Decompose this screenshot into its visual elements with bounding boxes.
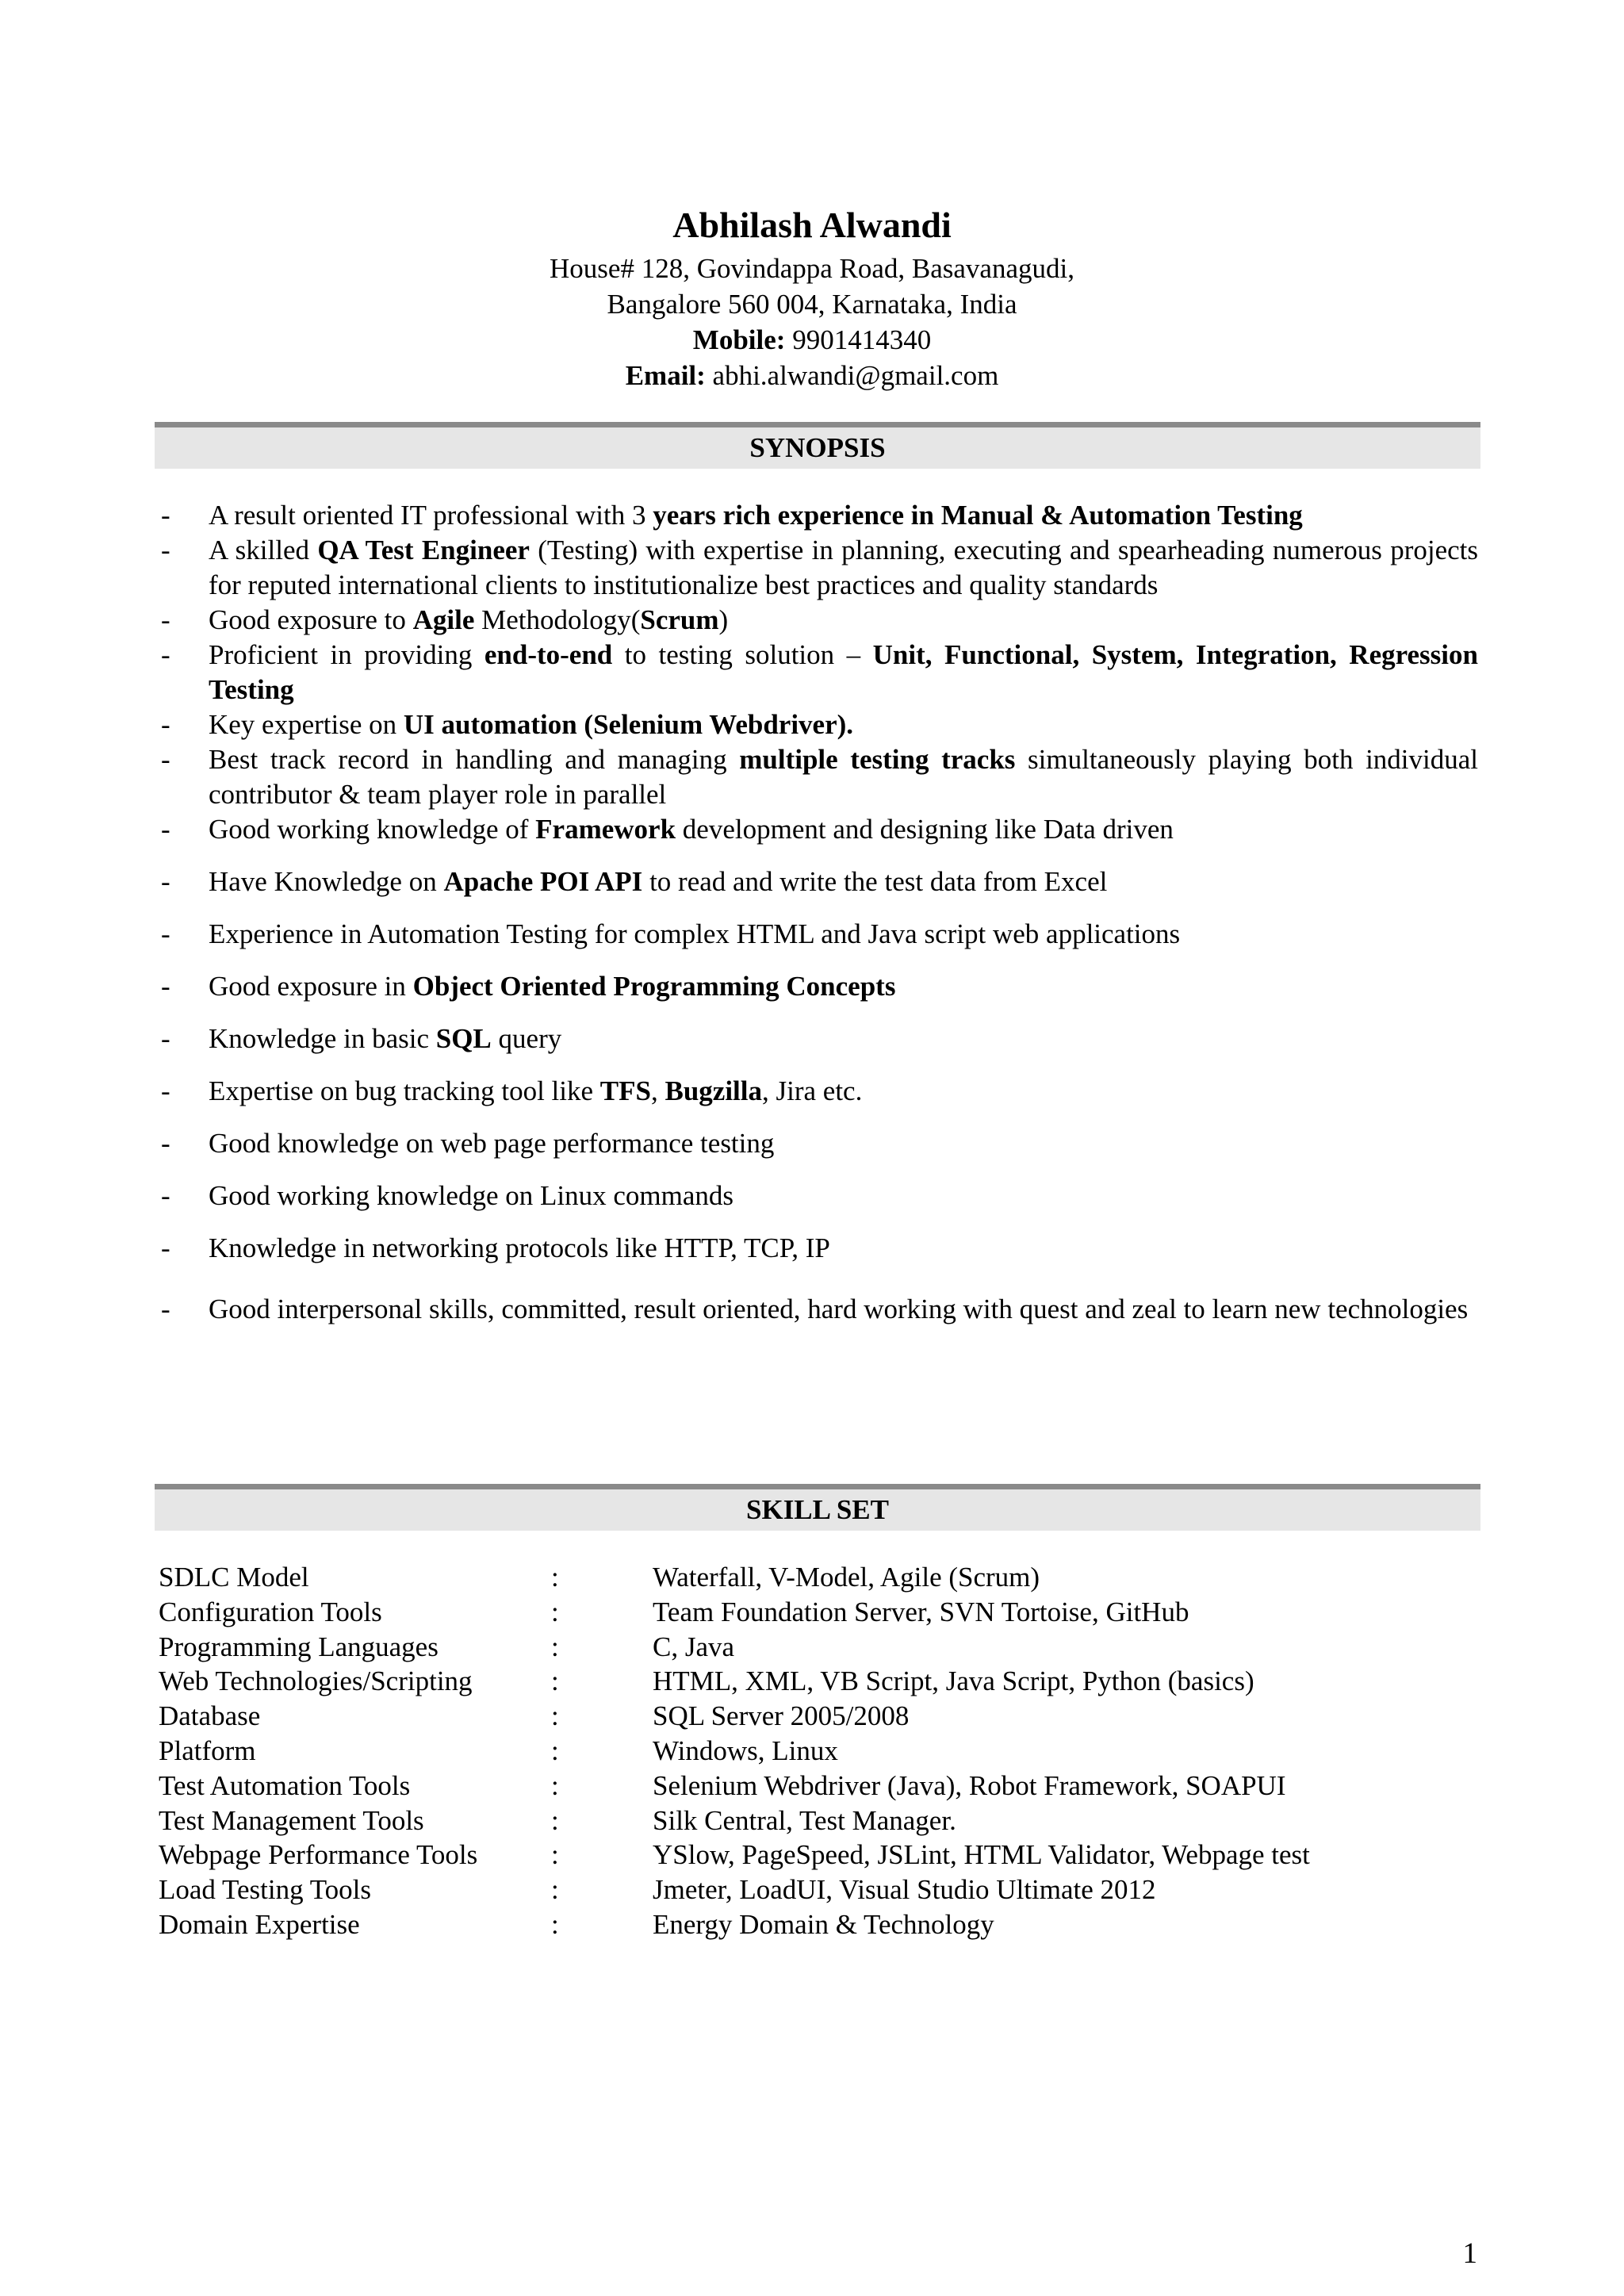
skill-row bbox=[159, 1595, 1475, 1630]
synopsis-item-text: Knowledge in networking protocols like HTTP, TCP, IP bbox=[209, 1232, 830, 1263]
mobile-label: Mobile: bbox=[692, 324, 786, 355]
skill-category: Domain Expertise bbox=[159, 1908, 360, 1940]
synopsis-item-text: A skilled QA Test Engineer (Testing) with expertise in planning, executing and spearheading numerous projects for reputed international clients to institutionalize best practices and quality standards bbox=[209, 535, 1478, 600]
skill-category: Platform bbox=[159, 1734, 256, 1766]
skill-row bbox=[159, 1838, 1475, 1872]
skill-set-table bbox=[159, 1560, 1475, 1942]
skill-value: YSlow, PageSpeed, JSLint, HTML Validator, Webpage test bbox=[653, 1839, 1310, 1871]
skill-category: Test Management Tools bbox=[159, 1804, 424, 1836]
skill-row bbox=[159, 1769, 1475, 1803]
bullet-dash: - bbox=[161, 500, 170, 531]
synopsis-item-text: Have Knowledge on Apache POI API to read and write the test data from Excel bbox=[209, 866, 1108, 897]
synopsis-item-text: Good working knowledge of Framework development and designing like Data driven bbox=[209, 814, 1174, 845]
synopsis-item bbox=[155, 1074, 1478, 1109]
bullet-dash: - bbox=[161, 535, 170, 565]
skill-separator: : bbox=[551, 1665, 559, 1697]
bullet-dash: - bbox=[161, 1294, 170, 1324]
bullet-dash: - bbox=[161, 1023, 170, 1054]
contact-header bbox=[0, 200, 1624, 393]
skill-value: Silk Central, Test Manager. bbox=[653, 1804, 956, 1836]
skill-row bbox=[159, 1664, 1475, 1699]
synopsis-item bbox=[155, 498, 1478, 533]
skill-value: Team Foundation Server, SVN Tortoise, GitHub bbox=[653, 1596, 1189, 1627]
synopsis-item-text: Expertise on bug tracking tool like TFS, Bugzilla, Jira etc. bbox=[209, 1075, 863, 1106]
bullet-dash: - bbox=[161, 744, 170, 775]
skill-separator: : bbox=[551, 1874, 559, 1906]
synopsis-item bbox=[155, 864, 1478, 899]
bullet-dash: - bbox=[161, 866, 170, 897]
address-line-2: Bangalore 560 004, Karnataka, India bbox=[607, 289, 1017, 320]
skill-category: Configuration Tools bbox=[159, 1596, 382, 1627]
synopsis-item bbox=[155, 603, 1478, 638]
bullet-dash: - bbox=[161, 709, 170, 740]
bullet-dash: - bbox=[161, 1180, 170, 1211]
skill-row bbox=[159, 1699, 1475, 1734]
skill-separator: : bbox=[551, 1562, 559, 1593]
synopsis-item bbox=[155, 707, 1478, 742]
email-address: abhi.alwandi@gmail.com bbox=[712, 360, 999, 391]
candidate-name: Abhilash Alwandi bbox=[672, 205, 952, 245]
skill-category: Load Testing Tools bbox=[159, 1874, 371, 1906]
synopsis-item-text: Key expertise on UI automation (Selenium Webdriver). bbox=[209, 709, 854, 740]
email-label: Email: bbox=[625, 360, 706, 391]
skill-separator: : bbox=[551, 1734, 559, 1766]
skill-value: Waterfall, V-Model, Agile (Scrum) bbox=[653, 1562, 1040, 1593]
email-line bbox=[0, 358, 1624, 393]
skill-row bbox=[159, 1872, 1475, 1907]
skill-value: C, Java bbox=[653, 1631, 735, 1662]
skill-category: Web Technologies/Scripting bbox=[159, 1665, 473, 1697]
skill-category: Webpage Performance Tools bbox=[159, 1839, 478, 1871]
synopsis-item-text: Good exposure in Object Oriented Programming Concepts bbox=[209, 971, 896, 1002]
synopsis-list bbox=[155, 498, 1478, 1335]
skill-row bbox=[159, 1630, 1475, 1665]
skill-value: Energy Domain & Technology bbox=[653, 1908, 994, 1940]
bullet-dash: - bbox=[161, 814, 170, 845]
synopsis-item-text: Best track record in handling and managing multiple testing tracks simultaneously playing both individual contributor & team player role in parallel bbox=[209, 744, 1479, 810]
synopsis-item-text: Good exposure to Agile Methodology(Scrum) bbox=[209, 604, 729, 635]
synopsis-item bbox=[155, 533, 1478, 603]
skill-separator: : bbox=[551, 1908, 559, 1940]
synopsis-item bbox=[155, 638, 1478, 707]
skill-value: SQL Server 2005/2008 bbox=[653, 1700, 910, 1732]
synopsis-item-text: Good working knowledge on Linux commands bbox=[209, 1180, 733, 1211]
skill-row bbox=[159, 1560, 1475, 1595]
skill-separator: : bbox=[551, 1839, 559, 1871]
bullet-dash: - bbox=[161, 1075, 170, 1106]
synopsis-item bbox=[155, 1126, 1478, 1161]
synopsis-item bbox=[155, 742, 1478, 812]
synopsis-item bbox=[155, 969, 1478, 1004]
synopsis-item-text: Good knowledge on web page performance testing bbox=[209, 1128, 775, 1159]
skill-value: HTML, XML, VB Script, Java Script, Python (basics) bbox=[653, 1665, 1254, 1697]
skill-separator: : bbox=[551, 1631, 559, 1662]
skill-separator: : bbox=[551, 1596, 559, 1627]
mobile-line bbox=[0, 322, 1624, 358]
skill-set-heading: SKILL SET bbox=[155, 1484, 1480, 1531]
skill-value: Windows, Linux bbox=[653, 1734, 838, 1766]
synopsis-heading: SYNOPSIS bbox=[155, 422, 1480, 469]
skill-category: SDLC Model bbox=[159, 1562, 309, 1593]
skill-row bbox=[159, 1803, 1475, 1838]
synopsis-item-text: Experience in Automation Testing for complex HTML and Java script web applications bbox=[209, 918, 1181, 949]
skill-row bbox=[159, 1734, 1475, 1769]
synopsis-item bbox=[155, 1283, 1478, 1335]
page-number: 1 bbox=[1462, 2237, 1477, 2270]
bullet-dash: - bbox=[161, 971, 170, 1002]
address-line-1: House# 128, Govindappa Road, Basavanagudi, bbox=[550, 253, 1074, 284]
bullet-dash: - bbox=[161, 639, 170, 670]
skill-separator: : bbox=[551, 1769, 559, 1801]
synopsis-item bbox=[155, 1022, 1478, 1056]
skill-value: Selenium Webdriver (Java), Robot Framework, SOAPUI bbox=[653, 1769, 1286, 1801]
skill-value: Jmeter, LoadUI, Visual Studio Ultimate 2012 bbox=[653, 1874, 1156, 1906]
synopsis-item bbox=[155, 1231, 1478, 1266]
synopsis-item-text: A result oriented IT professional with 3 years rich experience in Manual & Automation Testing bbox=[209, 500, 1303, 531]
synopsis-item bbox=[155, 1179, 1478, 1213]
skill-row bbox=[159, 1907, 1475, 1942]
skill-separator: : bbox=[551, 1700, 559, 1732]
synopsis-item bbox=[155, 812, 1478, 847]
skill-separator: : bbox=[551, 1804, 559, 1836]
bullet-dash: - bbox=[161, 1128, 170, 1159]
synopsis-item-text: Good interpersonal skills, committed, result oriented, hard working with quest and zeal to learn new technologies bbox=[209, 1294, 1469, 1324]
skill-category: Database bbox=[159, 1700, 261, 1732]
skill-category: Programming Languages bbox=[159, 1631, 439, 1662]
synopsis-item-text: Proficient in providing end-to-end to testing solution – Unit, Functional, System, Integration, Regression Testing bbox=[209, 639, 1478, 705]
bullet-dash: - bbox=[161, 1232, 170, 1263]
synopsis-item bbox=[155, 917, 1478, 952]
synopsis-item-text: Knowledge in basic SQL query bbox=[209, 1023, 562, 1054]
bullet-dash: - bbox=[161, 918, 170, 949]
mobile-number: 9901414340 bbox=[792, 324, 932, 355]
bullet-dash: - bbox=[161, 604, 170, 635]
skill-category: Test Automation Tools bbox=[159, 1769, 411, 1801]
